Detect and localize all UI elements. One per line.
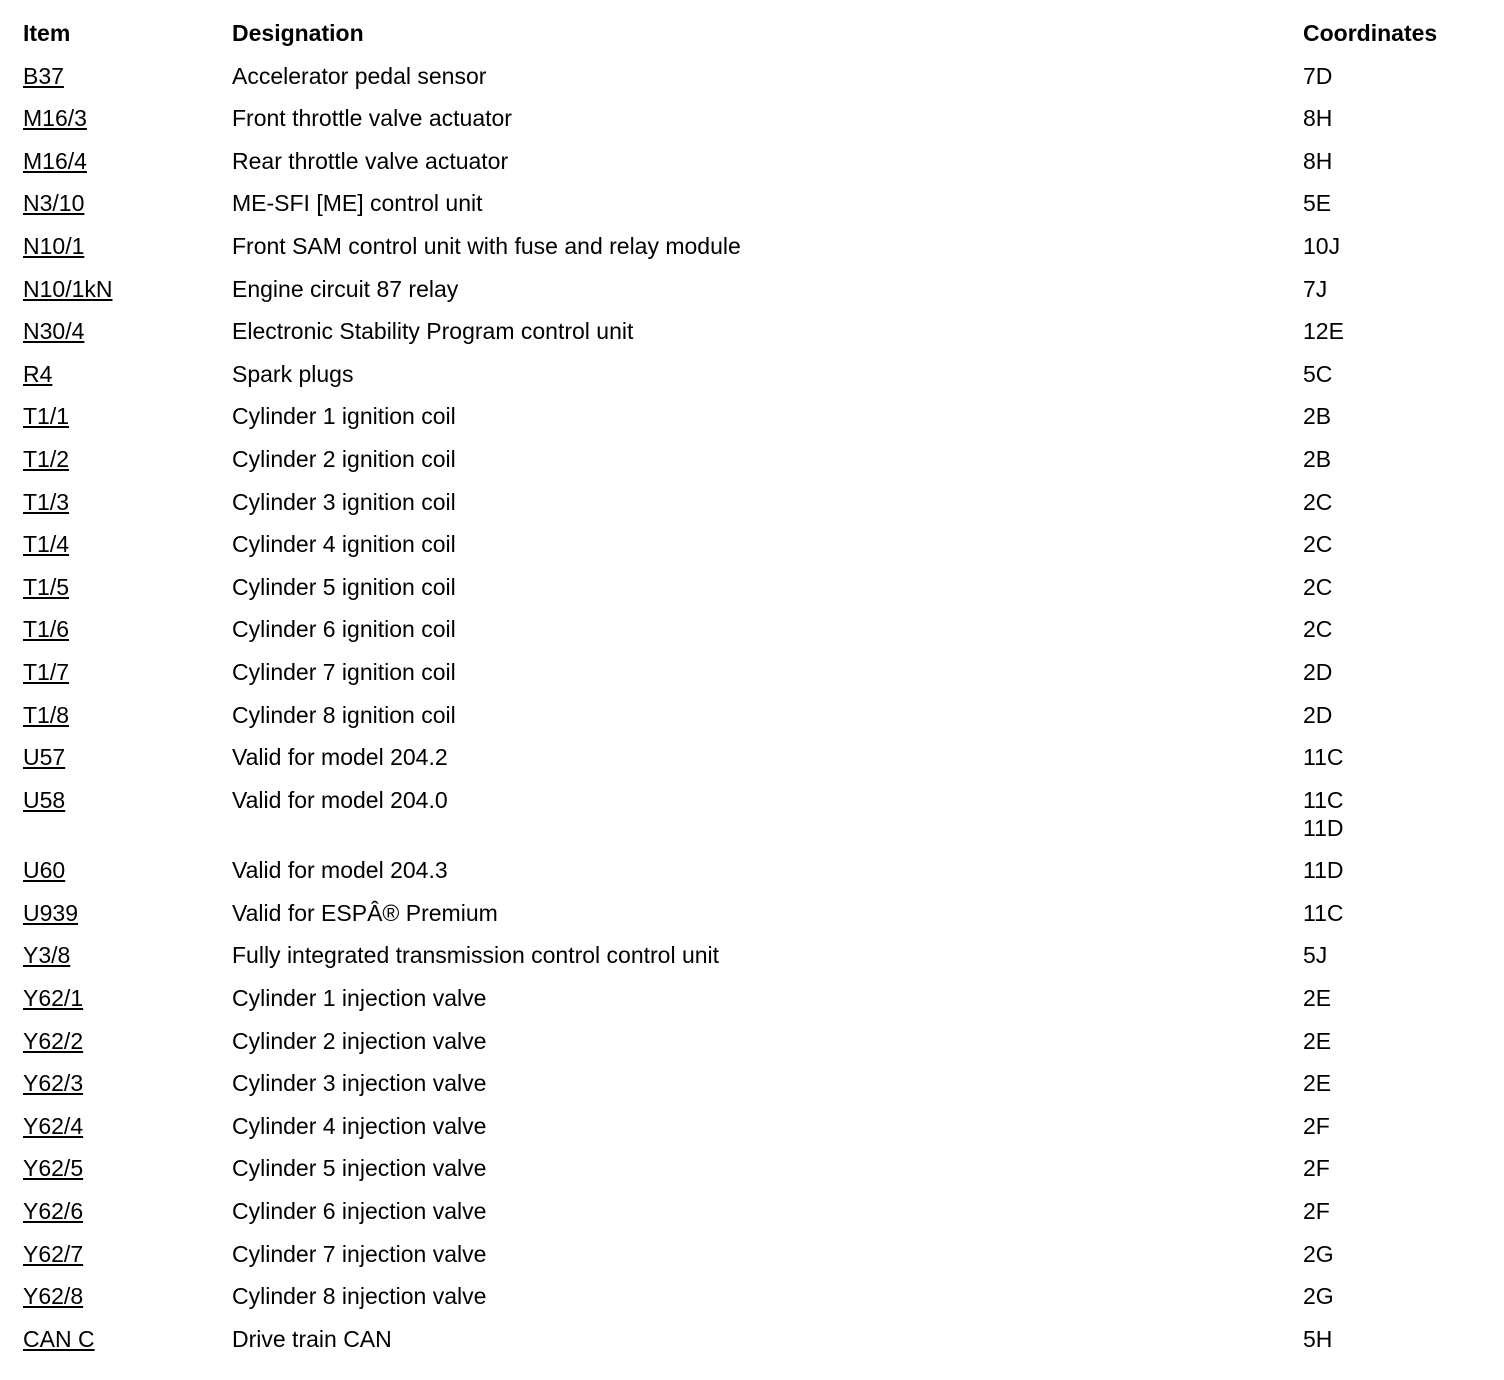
coordinate-value: 2F — [1303, 1198, 1330, 1225]
coordinate-value: 11C — [1303, 786, 1344, 813]
item-link[interactable]: N10/1kN — [23, 275, 113, 302]
table-row — [0, 880, 1504, 926]
table-row — [0, 511, 1504, 558]
item-link[interactable]: Y62/1 — [23, 985, 84, 1012]
designation-cell: Cylinder 5 ignition coil — [232, 573, 456, 600]
designation-cell: Cylinder 2 ignition coil — [232, 445, 456, 472]
designation-cell: Cylinder 6 injection valve — [232, 1198, 487, 1225]
table-row — [0, 43, 1504, 89]
designation-cell: Cylinder 2 injection valve — [232, 1027, 487, 1054]
table-row — [0, 596, 1504, 643]
coordinate-value: 2F — [1303, 1112, 1330, 1139]
item-link[interactable]: U58 — [23, 786, 66, 813]
designation-cell: Cylinder 7 injection valve — [232, 1240, 487, 1267]
table-row — [0, 85, 1504, 132]
table-row — [0, 1263, 1504, 1310]
item-link[interactable]: T1/8 — [23, 701, 70, 728]
item-link[interactable]: Y62/5 — [23, 1155, 84, 1182]
coordinate-value: 2D — [1303, 701, 1333, 728]
designation-cell: Cylinder 6 ignition coil — [232, 616, 456, 643]
coordinate-value: 8H — [1303, 147, 1333, 174]
coordinate-value: 2C — [1303, 488, 1333, 515]
item-link[interactable]: Y62/6 — [23, 1198, 84, 1225]
table-row — [0, 1008, 1504, 1054]
coordinate-value: 11C — [1303, 899, 1344, 926]
designation-cell: Spark plugs — [232, 360, 354, 387]
item-link[interactable]: U57 — [23, 744, 66, 771]
item-link[interactable]: Y3/8 — [23, 942, 71, 969]
item-link[interactable]: Y62/3 — [23, 1070, 84, 1097]
item-link[interactable]: Y62/7 — [23, 1240, 84, 1267]
table-header — [0, 0, 1504, 46]
header-designation: Designation — [232, 20, 364, 46]
coordinate-value: 2C — [1303, 573, 1333, 600]
item-link[interactable]: U939 — [23, 899, 78, 926]
table-row — [0, 965, 1504, 1012]
designation-cell: Cylinder 3 ignition coil — [232, 488, 456, 515]
item-link[interactable]: CAN C — [23, 1325, 95, 1352]
designation-cell: ME-SFI [ME] control unit — [232, 190, 483, 217]
item-link[interactable]: T1/4 — [23, 531, 70, 558]
table-row — [0, 256, 1504, 302]
designation-cell: Cylinder 3 injection valve — [232, 1070, 487, 1097]
item-link[interactable]: N10/1 — [23, 232, 85, 259]
header-coordinates: Coordinates — [1303, 20, 1438, 46]
coordinate-value: 11C — [1303, 744, 1344, 771]
item-link[interactable]: R4 — [23, 360, 53, 387]
table-row — [0, 170, 1504, 217]
coordinate-value: 2C — [1303, 531, 1333, 558]
table-row — [0, 383, 1504, 430]
table-row — [0, 341, 1504, 387]
coordinates-cell — [1303, 1325, 1332, 1353]
item-link[interactable]: Y62/8 — [23, 1283, 84, 1310]
table-row — [0, 1306, 1504, 1352]
designation-cell: Cylinder 7 ignition coil — [232, 658, 456, 685]
designation-cell: Cylinder 8 ignition coil — [232, 701, 456, 728]
designation-cell: Cylinder 8 injection valve — [232, 1283, 487, 1310]
coordinate-value: 2B — [1303, 445, 1332, 472]
designation-cell: Valid for model 204.3 — [232, 857, 448, 884]
designation-cell: Fully integrated transmission control control unit — [232, 942, 720, 969]
table-row — [0, 426, 1504, 472]
coordinate-value: 2F — [1303, 1155, 1330, 1182]
item-link[interactable]: M16/4 — [23, 147, 87, 174]
coordinate-value: 12E — [1303, 318, 1344, 345]
table-row — [0, 922, 1504, 969]
designation-cell: Cylinder 1 ignition coil — [232, 403, 456, 430]
designation-cell: Valid for model 204.2 — [232, 744, 448, 771]
item-link[interactable]: B37 — [23, 62, 64, 89]
designation-cell: Cylinder 1 injection valve — [232, 985, 487, 1012]
coordinate-value: 2E — [1303, 1027, 1332, 1054]
designation-cell: Valid for model 204.0 — [232, 786, 448, 813]
designation-cell: Valid for ESPÂ® Premium — [232, 899, 498, 926]
coordinate-value: 2D — [1303, 658, 1333, 685]
designation-cell: Rear throttle valve actuator — [232, 147, 509, 174]
item-link[interactable]: U60 — [23, 857, 66, 884]
designation-cell: Cylinder 4 ignition coil — [232, 531, 456, 558]
item-link[interactable]: T1/2 — [23, 445, 70, 472]
item-link[interactable]: Y62/2 — [23, 1027, 84, 1054]
item-cell — [23, 786, 65, 814]
coordinate-value: 2C — [1303, 616, 1333, 643]
table-row — [0, 554, 1504, 600]
designation-cell: Engine circuit 87 relay — [232, 275, 459, 302]
table-row — [0, 724, 1504, 771]
table-row — [0, 469, 1504, 515]
designation-cell: Accelerator pedal sensor — [232, 62, 487, 89]
designation-cell: Cylinder 4 injection valve — [232, 1112, 487, 1139]
table-row — [0, 639, 1504, 685]
coordinate-value: 5E — [1303, 190, 1332, 217]
designation-cell: Cylinder 5 injection valve — [232, 1155, 487, 1182]
coordinate-value: 7J — [1303, 275, 1328, 302]
table-row — [0, 682, 1504, 728]
designation-cell: Electronic Stability Program control unit — [232, 318, 634, 345]
item-link[interactable]: T1/1 — [23, 403, 70, 430]
table-row — [0, 298, 1504, 345]
table-row — [0, 837, 1504, 884]
item-link[interactable]: T1/7 — [23, 658, 70, 685]
item-link[interactable]: N30/4 — [23, 318, 85, 345]
table-row — [0, 1093, 1504, 1139]
item-link[interactable]: T1/3 — [23, 488, 70, 515]
item-link[interactable]: T1/5 — [23, 573, 70, 600]
designation-cell: Front SAM control unit with fuse and relay module — [232, 232, 741, 259]
table-row — [0, 1135, 1504, 1182]
item-cell — [23, 1325, 95, 1353]
item-link[interactable]: T1/6 — [23, 616, 70, 643]
coordinate-value: 8H — [1303, 105, 1333, 132]
coordinate-value: 11D — [1303, 814, 1344, 841]
item-link[interactable]: M16/3 — [23, 105, 87, 132]
coordinate-value: 5H — [1303, 1325, 1333, 1352]
coordinate-value: 2E — [1303, 985, 1332, 1012]
table-row — [0, 767, 1504, 841]
coordinate-value: 7D — [1303, 62, 1333, 89]
designation-cell: Front throttle valve actuator — [232, 105, 512, 132]
table-row — [0, 1221, 1504, 1267]
table-row — [0, 213, 1504, 259]
coordinate-value: 11D — [1303, 857, 1344, 884]
table-row — [0, 1050, 1504, 1097]
coordinate-value: 5C — [1303, 360, 1333, 387]
coordinate-value: 2G — [1303, 1283, 1334, 1310]
coordinates-cell — [1303, 786, 1344, 842]
coordinate-value: 2E — [1303, 1070, 1332, 1097]
coordinate-value: 2G — [1303, 1240, 1334, 1267]
item-link[interactable]: Y62/4 — [23, 1112, 84, 1139]
designation-cell: Drive train CAN — [232, 1325, 392, 1352]
coordinate-value: 10J — [1303, 232, 1341, 259]
coordinate-value: 2B — [1303, 403, 1332, 430]
coordinate-value: 5J — [1303, 942, 1328, 969]
table-body — [0, 43, 1504, 1352]
header-item: Item — [23, 20, 71, 46]
table-row — [0, 128, 1504, 174]
table-row — [0, 1178, 1504, 1225]
item-link[interactable]: N3/10 — [23, 190, 85, 217]
